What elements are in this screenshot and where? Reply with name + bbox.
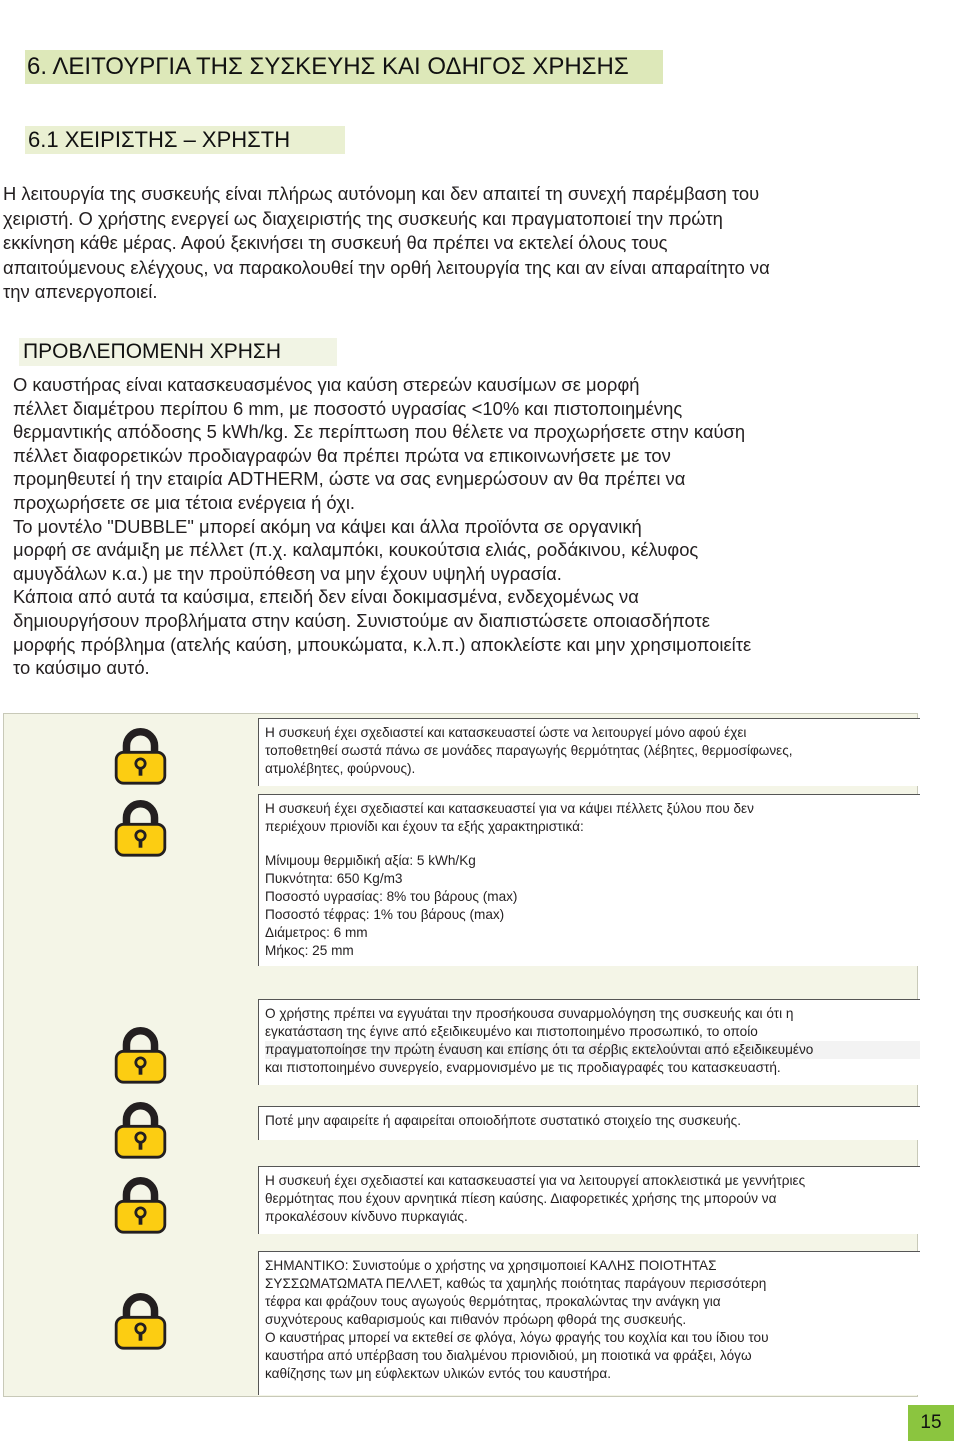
text-line: συχνότερους καθαρισμούς και πιθανόν πρόωρη φθορά της συσκευής.: [265, 1312, 687, 1327]
text-line: Ο καυστήρας είναι κατασκευασμένος για καύση στερεών καυσίμων σε μορφή: [13, 374, 640, 395]
text-line: ατμολέβητες, φούρνους).: [265, 761, 416, 776]
text-line: απαιτούμενους ελέγχους, να παρακολουθεί την ορθή λειτουργία της και αν είναι απαραίτητο να: [3, 256, 770, 278]
text-line: ΣΗΜΑΝΤΙΚΟ: Συνιστούμε ο χρήστης να χρησιμοποιεί ΚΑΛΗΣ ΠΟΙΟΤΗΤΑΣ: [265, 1258, 717, 1273]
text-line: Ο χρήστης πρέπει να εγγυάται την προσήκουσα συναρμολόγηση της συσκευής και ότι η: [265, 1006, 794, 1021]
warning-text-box: [258, 1106, 920, 1140]
page-number: 15: [908, 1405, 954, 1441]
intended-use-heading: ΠΡΟΒΛΕΠΟΜΕΝΗ ΧΡΗΣΗ: [19, 338, 337, 366]
text-line: Κάποια από αυτά τα καύσιμα, επειδή δεν είναι δοκιμασμένα, ενδεχομένως να: [13, 586, 639, 608]
text-line: εκκίνηση κάθε μέρας. Αφού ξεκινήσει τη συσκευή θα πρέπει να εκτελεί όλους τους: [3, 232, 668, 253]
text-line: την απενεργοποιεί.: [3, 281, 158, 302]
text-line: ΣΥΣΣΩΜΑΤΩΜΑΤΑ ΠΕΛΛΕΤ, καθώς τα χαμηλής ποιότητας παράγουν περισσότερη: [265, 1276, 767, 1291]
text-line: περιέχουν πριονίδι και έχουν τα εξής χαρακτηριστικά:: [265, 819, 584, 834]
text-line: τοποθετηθεί σωστά πάνω σε μονάδες παραγωγής θερμότητας (λέβητες, θερμοσίφωνες,: [265, 743, 793, 758]
text-line: πραγματοποίησε την πρώτη έναυση και επίσης ότι τα σέρβις εκτελούνται από εξειδικευμένο: [265, 1041, 920, 1059]
spec-item: Πυκνότητα: 650 Kg/m3: [265, 871, 403, 886]
text-line: μορφή σε ανάμιξη με πέλλετ (π.χ. καλαμπόκι, κουκούτσια ελιάς, ροδάκινου, κέλυφος: [13, 539, 699, 561]
pellet-specs-list: [265, 852, 920, 960]
spec-item: Μήκος: 25 mm: [265, 943, 354, 958]
text-line: χειριστή. Ο χρήστης ενεργεί ως διαχειριστής της συσκευής και πραγματοποιεί την πρώτη: [3, 207, 723, 229]
warning-text-box: [258, 718, 920, 786]
text-line: εγκατάσταση της έγινε από εξειδικευμένο και πιστοποιημένο προσωπικό, το οποίο: [265, 1024, 758, 1039]
text-line: Ο καυστήρας μπορεί να εκτεθεί σε φλόγα, λόγω φραγής του κοχλία και του ίδιου του: [265, 1330, 769, 1345]
warnings-panel: [3, 713, 918, 1397]
text-line: αμυγδάλων κ.α.) με την προϋπόθεση να μην έχουν υψηλή υγρασία.: [13, 562, 562, 584]
spec-item: Μίνιμουμ θερμιδική αξία: 5 kWh/Kg: [265, 853, 476, 868]
intended-use-paragraph: [13, 373, 943, 680]
text-line: προχωρήσετε σε μια τέτοια ενέργεια ή όχι.: [13, 491, 356, 513]
text-line: Το μοντέλο "DUBBLE" μπορεί ακόμη να κάψει και άλλα προϊόντα σε οργανική: [13, 515, 642, 537]
text-line: και πιστοποιημένο συνεργείο, εναρμονισμένο με τις προδιαγραφές του κατασκευαστή.: [265, 1060, 781, 1075]
padlock-icon: [112, 1177, 169, 1235]
padlock-icon: [112, 1102, 169, 1160]
text-line: το καύσιμο αυτό.: [13, 657, 150, 679]
warning-text-box: [258, 794, 920, 966]
text-line: μορφής πρόβλημα (ατελής καύση, μπουκώματα, κ.λ.π.) αποκλείστε και μην χρησιμοποιείτε: [13, 633, 752, 655]
padlock-icon: [112, 728, 169, 786]
text-line: Ποτέ μην αφαιρείτε ή αφαιρείται οποιοδήποτε συστατικό στοιχείο της συσκευής.: [265, 1113, 742, 1128]
spec-item: Ποσοστό τέφρας: 1% του βάρους (max): [265, 907, 505, 922]
padlock-icon: [112, 800, 169, 858]
section-heading: 6. ΛΕΙΤΟΥΡΓΙΑ ΤΗΣ ΣΥΣΚΕΥΗΣ ΚΑΙ ΟΔΗΓΟΣ ΧΡΗΣΗΣ: [25, 50, 663, 84]
text-line: θερμότητας που έχουν αρνητικά πίεση καύσης. Διαφορετικές χρήσης της μπορούν να: [265, 1191, 777, 1206]
warning-text-box: [258, 999, 920, 1085]
text-line: Η συσκευή έχει σχεδιαστεί και κατασκευαστεί ώστε να λειτουργεί μόνο αφού έχει: [265, 725, 747, 740]
text-line: πέλλετ διαφορετικών προδιαγραφών θα πρέπει πρώτα να επικοινωνήσετε με τον: [13, 444, 671, 466]
text-line: καυστήρα από υπέρβαση του διαλμένου πριονιδιού, μη ποιοτικά να φράξει, λόγω: [265, 1348, 752, 1363]
text-line: πέλλετ διαμέτρου περίπου 6 mm, με ποσοστό υγρασίας <10% και πιστοποιημένης: [13, 397, 683, 419]
text-line: Η λειτουργία της συσκευής είναι πλήρως αυτόνομη και δεν απαιτεί τη συνεχή παρέμβαση του: [3, 183, 760, 204]
text-line: θερμαντικής απόδοσης 5 kWh/kg. Σε περίπτωση που θέλετε να προχωρήσετε στην καύση: [13, 421, 746, 443]
subsection-heading: 6.1 ΧΕΙΡΙΣΤΗΣ – ΧΡΗΣΤΗ: [25, 126, 345, 154]
text-line: Η συσκευή έχει σχεδιαστεί και κατασκευαστεί για να λειτουργεί αποκλειστικά με γεννήτριες: [265, 1173, 806, 1188]
spec-item: Διάμετρος: 6 mm: [265, 925, 368, 940]
text-line: προμηθευτεί ή την εταιρία ADTHERM, ώστε να σας ενημερώσουν αν θα πρέπει να: [13, 468, 686, 490]
text-line: Η συσκευή έχει σχεδιαστεί και κατασκευαστεί για να κάψει πέλλετς ξύλου που δεν: [265, 801, 754, 816]
padlock-icon: [112, 1293, 169, 1351]
warning-text-box: [258, 1251, 920, 1395]
spec-item: Ποσοστό υγρασίας: 8% του βάρους (max): [265, 889, 518, 904]
intro-paragraph: [3, 182, 953, 305]
text-line: τέφρα και φράζουν τους αγωγούς θερμότητας, προκαλώντας την ανάγκη για: [265, 1294, 721, 1309]
warning-text-box: [258, 1166, 920, 1234]
text-line: δημιουργήσουν προβλήματα στην καύση. Συνιστούμε αν διαπιστώσετε οποιασδήποτε: [13, 609, 710, 631]
padlock-icon: [112, 1027, 169, 1085]
text-line: καθίζησης των μη εύφλεκτων υλικών εντός του καυστήρα.: [265, 1366, 612, 1381]
text-line: προκαλέσουν κίνδυνο πυρκαγιάς.: [265, 1209, 468, 1224]
